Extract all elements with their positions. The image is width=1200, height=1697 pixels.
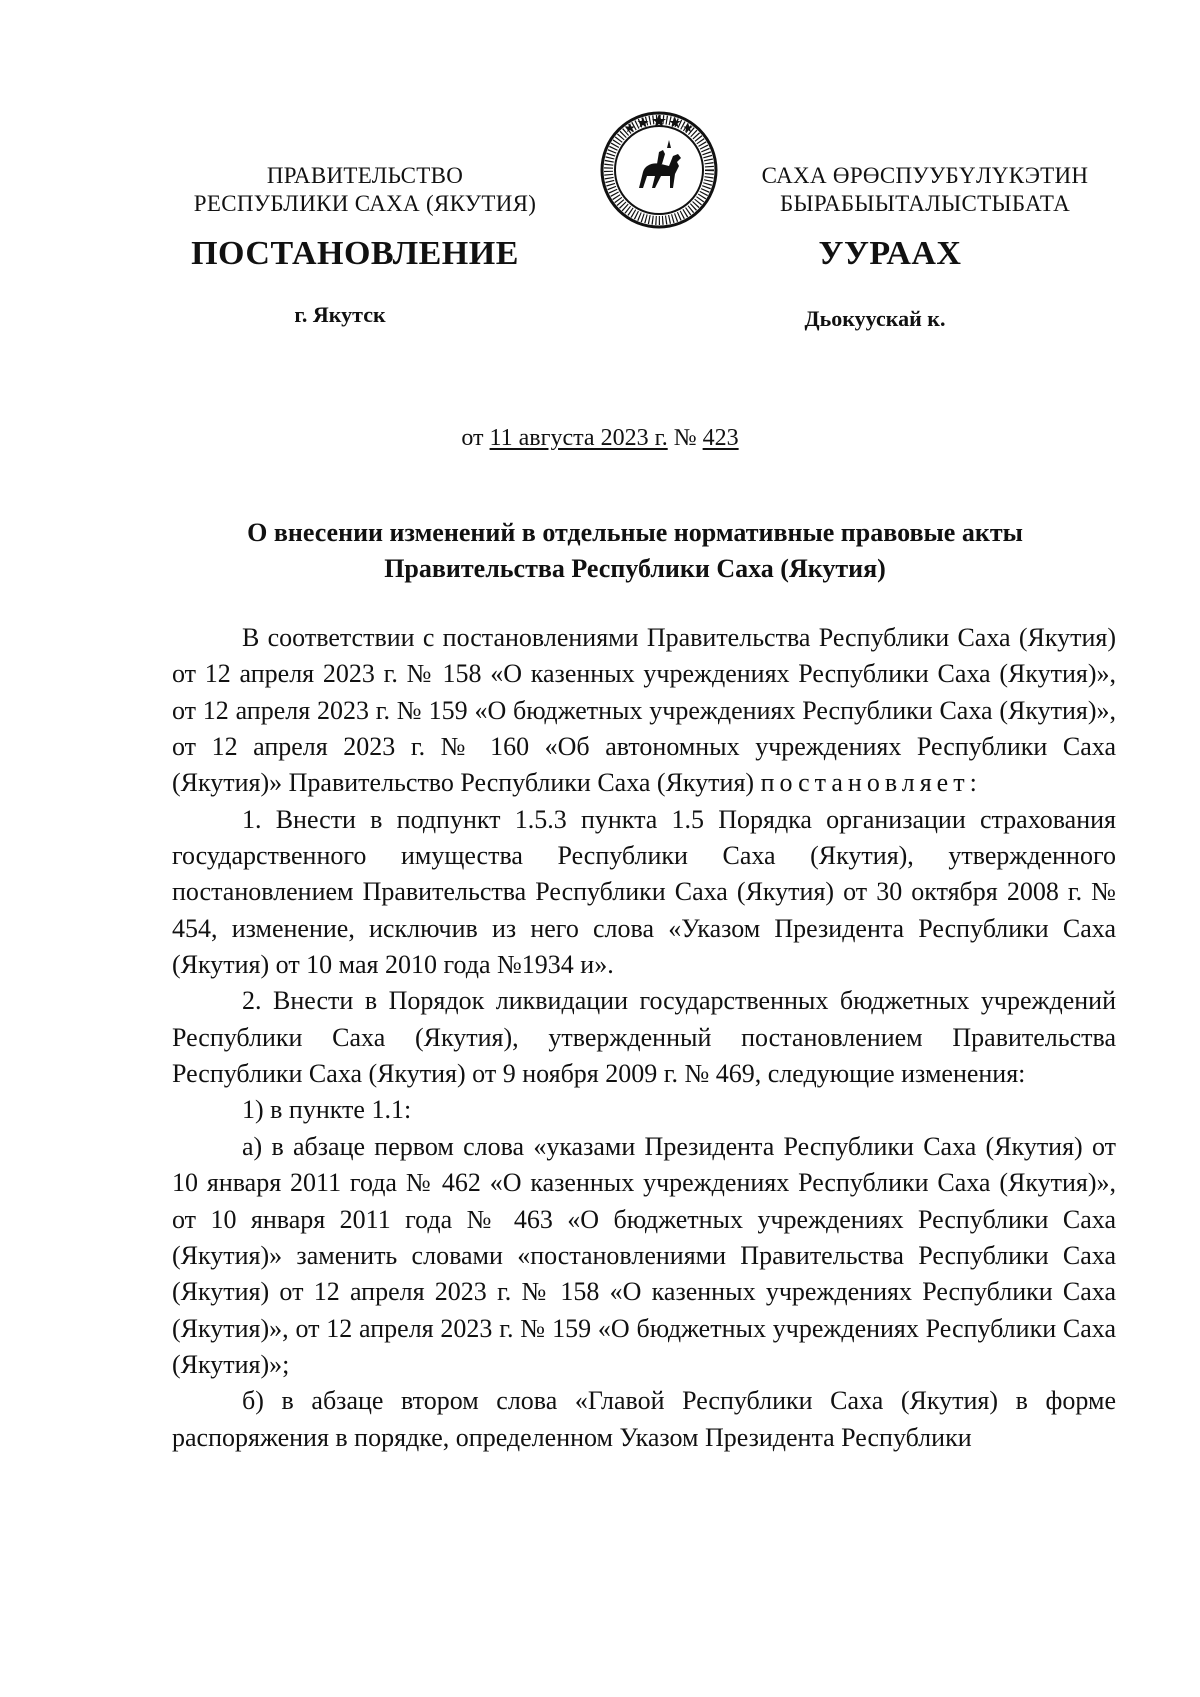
- body-paragraph-2: 2. Внести в Порядок ликвидации государственных бюджетных учреждений Республики Саха (Якутия), утвержденный постановлением Правительства Республики Саха (Якутия) от 9 ноября 2009 г. № 469, следующие изменения:: [172, 986, 1116, 1089]
- document-date: 11 августа 2023 г.: [489, 425, 668, 451]
- sakha-republic-coat-of-arms-icon: [599, 110, 719, 230]
- document-title: [170, 515, 1100, 587]
- document-title-line-1: О внесении изменений в отдельные нормативные правовые акты: [247, 518, 1023, 547]
- date-prefix: от: [461, 425, 484, 451]
- body-paragraph-1: 1. Внести в подпункт 1.5.3 пункта 1.5 Порядка организации страхования государственного имущества Республики Саха (Якутия), утвержденного постановлением Правительства Республики Саха (Якутия) от 30 октября 2008 г. № 454, изменение, исключив из него слова «Указом Президента Республики Саха (Якутия) от 10 мая 2010 года №1934 и».: [172, 804, 1116, 980]
- city-russian: г. Якутск: [294, 302, 386, 327]
- body-decree-word: постановляет:: [760, 768, 982, 798]
- government-name-sakha-line-2: БЫРАБЫЫТАЛЫСТЫБАТА: [779, 191, 1071, 216]
- document-title-line-2: Правительства Республики Саха (Якутия): [384, 554, 886, 583]
- body-paragraph-4: а) в абзаце первом слова «указами Президента Республики Саха (Якутия) от 10 января 2011 года № 462 «О казенных учреждениях Республики Саха (Якутия)», от 10 января 2011 года № 463 «О бюджетных учреждениях Республики Саха (Якутия)» заменить словами «постановлениями Правительства Республики Саха (Якутия) от 12 апреля 2023 г. № 158 «О казенных учреждениях Республики Саха (Якутия)», от 12 апреля 2023 г. № 159 «О бюджетных учреждениях Республики Саха (Якутия)»;: [172, 1131, 1116, 1379]
- government-name-line-1: ПРАВИТЕЛЬСТВО: [266, 163, 464, 188]
- body-intro-paragraph: [172, 620, 1116, 802]
- government-name-line-2: РЕСПУБЛИКИ САХА (ЯКУТИЯ): [193, 191, 537, 216]
- document-date-number: [0, 425, 1200, 452]
- doc-type-sakha: УУРААХ: [818, 235, 962, 272]
- city-sakha: Дьокуускай к.: [804, 306, 946, 331]
- doc-type-russian: ПОСТАНОВЛЕНИЕ: [191, 235, 519, 272]
- government-name-sakha: [740, 162, 1110, 218]
- body-paragraph-3: 1) в пункте 1.1:: [242, 1095, 412, 1125]
- government-name-sakha-line-1: САХА ӨРӨСПУУБҮЛҮКЭТИН: [761, 163, 1089, 188]
- body-paragraph-5: б) в абзаце втором слова «Главой Республики Саха (Якутия) в форме распоряжения в порядке, определенном Указом Президента Республики: [172, 1386, 1116, 1452]
- government-name-russian: [175, 162, 555, 218]
- number-sign: №: [673, 425, 697, 451]
- document-number: 423: [702, 425, 739, 451]
- body-intro-text: В соответствии с постановлениями Правительства Республики Саха (Якутия) от 12 апреля 2023 г. № 158 «О казенных учреждениях Республики Саха (Якутия)», от 12 апреля 2023 г. № 159 «О бюджетных учреждениях Республики Саха (Якутия)», от 12 апреля 2023 г. № 160 «Об автономных учреждениях Республики Саха (Якутия)» Правительство Республики Саха (Якутия): [172, 623, 1116, 798]
- document-body: [172, 620, 1116, 1456]
